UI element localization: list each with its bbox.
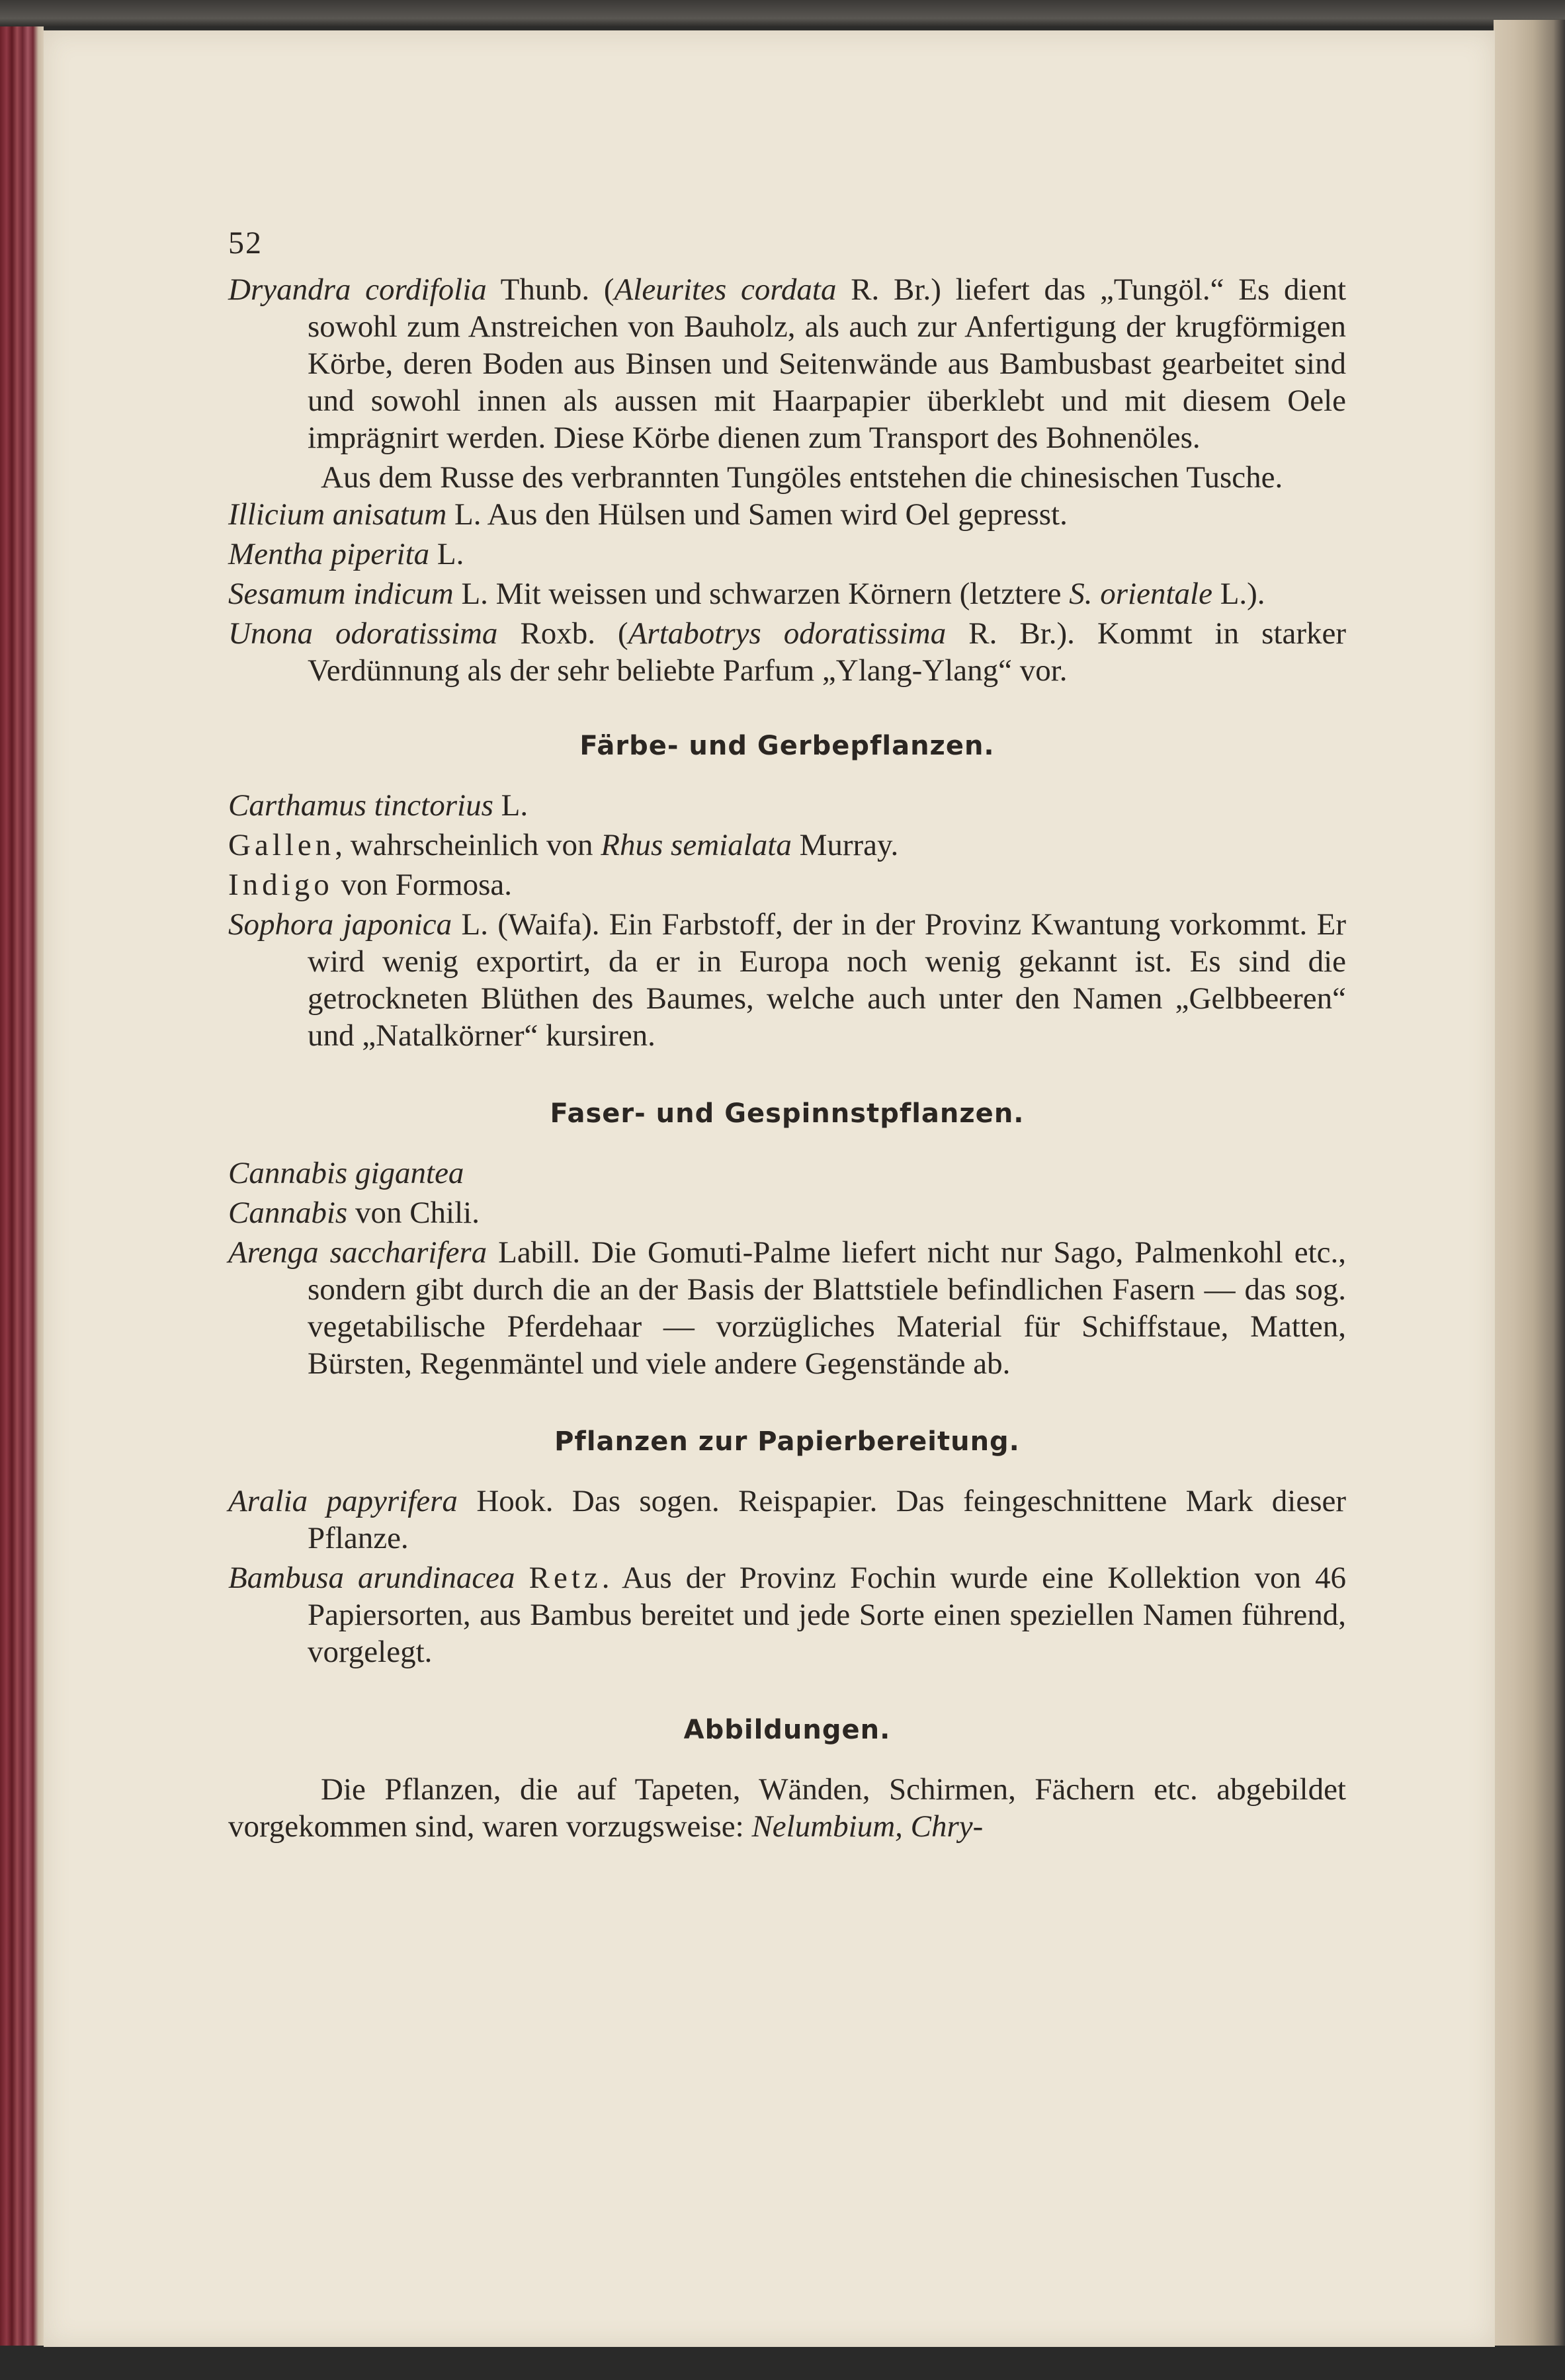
section-heading-illustrations: Abbildungen. [683, 1715, 891, 1745]
paragraph-tusche: Aus dem Russe des verbrannten Tungöles entstehen die chinesischen Tusche. [321, 460, 1283, 495]
paragraph-closing: Die Pflanzen, die auf Tapeten, Wänden, Schirmen, Fächern etc. abgebildet vorgekommen sind, waren vorzugsweise: Nelumbium, Chry- [228, 1772, 1346, 1844]
species-names: Nelumbium, Chry- [751, 1809, 984, 1844]
entry-arenga: Arenga saccharifera Labill. Die Gomuti-Palme liefert nicht nur Sago, Palmenkohl etc., sondern gibt durch die an der Basis der Blattstiele befindlichen Fasern — das sog. vegetabilische Pferdehaar — vorzügliches Material für Schiffstaue, Matten, Bürsten, Regenmäntel und viele andere Gegenstände ab. [228, 1235, 1346, 1381]
spaced-term: Gallen [228, 828, 335, 862]
page-number: 52 [228, 226, 263, 261]
entry-gallen: Gallen, wahrscheinlich von Rhus semialata Murray. [228, 828, 899, 862]
synonym-name: S. orientale [1069, 577, 1212, 611]
entry-illicium: Illicium anisatum L. Aus den Hülsen und Samen wird Oel gepresst. [228, 497, 1068, 532]
entry-bambusa: Bambusa arundinacea Retz. Aus der Provinz Fochin wurde eine Kollektion von 46 Papiersorten, aus Bambus bereitet und jede Sorte einen speziellen Namen führend, vorgelegt. [228, 1561, 1347, 1669]
spaced-term: Retz [529, 1561, 602, 1595]
species-name: Carthamus tinctorius [228, 788, 493, 823]
synonym-name: Aleurites cordata [614, 272, 837, 307]
species-name: Sophora japonica [228, 907, 452, 942]
section-heading-paper-plants: Pflanzen zur Papierbereitung. [554, 1426, 1020, 1457]
entry-sesamum: Sesamum indicum L. Mit weissen und schwarzen Körnern (letztere S. orientale L.). [228, 577, 1265, 611]
species-name: Cannabis gigantea [228, 1156, 464, 1190]
next-page-edge [1494, 20, 1565, 2358]
book-top-edge [0, 0, 1565, 26]
entry-carthamus: Carthamus tinctorius L. [228, 788, 529, 823]
entry-aralia: Aralia papyrifera Hook. Das sogen. Reispapier. Das feingeschnittene Mark dieser Pflanze. [228, 1484, 1346, 1555]
species-name: Cannabis [228, 1196, 348, 1230]
book-bottom-edge [0, 2346, 1565, 2380]
synonym-name: Artabotrys odoratissima [628, 616, 947, 651]
species-name: Unona odoratissima [228, 616, 498, 651]
entry-cannabis-gigantea [228, 1155, 1346, 1192]
species-name: Bambusa arundinacea [228, 1561, 515, 1595]
entry-indigo: Indigo von Formosa. [228, 868, 512, 902]
entry-cannabis-chili: Cannabis von Chili. [228, 1196, 480, 1230]
spaced-term: Indigo [228, 868, 333, 902]
species-name: Dryandra cordifolia [228, 272, 487, 307]
species-name: Mentha piperita [228, 537, 430, 571]
section-heading-fiber-plants: Faser- und Gespinnstpflanzen. [550, 1098, 1025, 1129]
entry-unona: Unona odoratissima Roxb. (Artabotrys odoratissima R. Br.). Kommt in starker Verdünnung als der sehr beliebte Parfum „Ylang-Ylang“ vor. [228, 616, 1346, 688]
entry-dryandra: Dryandra cordifolia Thunb. (Aleurites cordata R. Br.) liefert das „Tungöl.“ Es dient sowohl zum Anstreichen von Bauholz, als auch zur Anfertigung der krugförmigen Körbe, deren Boden aus Binsen und Seitenwände aus Bambusbast gearbeitet sind und sowohl innen als aussen mit Haarpapier überklebt und mit diesem Oele imprägnirt werden. Diese Körbe dienen zum Transport des Bohnenöles. [228, 272, 1347, 455]
species-name: Illicium anisatum [228, 497, 447, 532]
page-text [228, 271, 1346, 1845]
section-heading-dye-plants: Färbe- und Gerbepflanzen. [579, 731, 995, 761]
species-name: Sesamum indicum [228, 577, 454, 611]
book-binding [0, 26, 44, 2354]
species-name: Aralia papyrifera [228, 1484, 458, 1518]
entry-sophora: Sophora japonica L. (Waifa). Ein Farbstoff, der in der Provinz Kwantung vorkommt. Er wird wenig exportirt, da er in Europa noch wenig gekannt ist. Es sind die getrockneten Blüthen des Baumes, welche auch unter den Namen „Gelbbeeren“ und „Natalkörner“ kursiren. [228, 907, 1346, 1053]
species-name: Arenga saccharifera [228, 1235, 487, 1270]
entry-mentha: Mentha piperita L. [228, 537, 464, 571]
species-name: Rhus semialata [601, 828, 792, 862]
